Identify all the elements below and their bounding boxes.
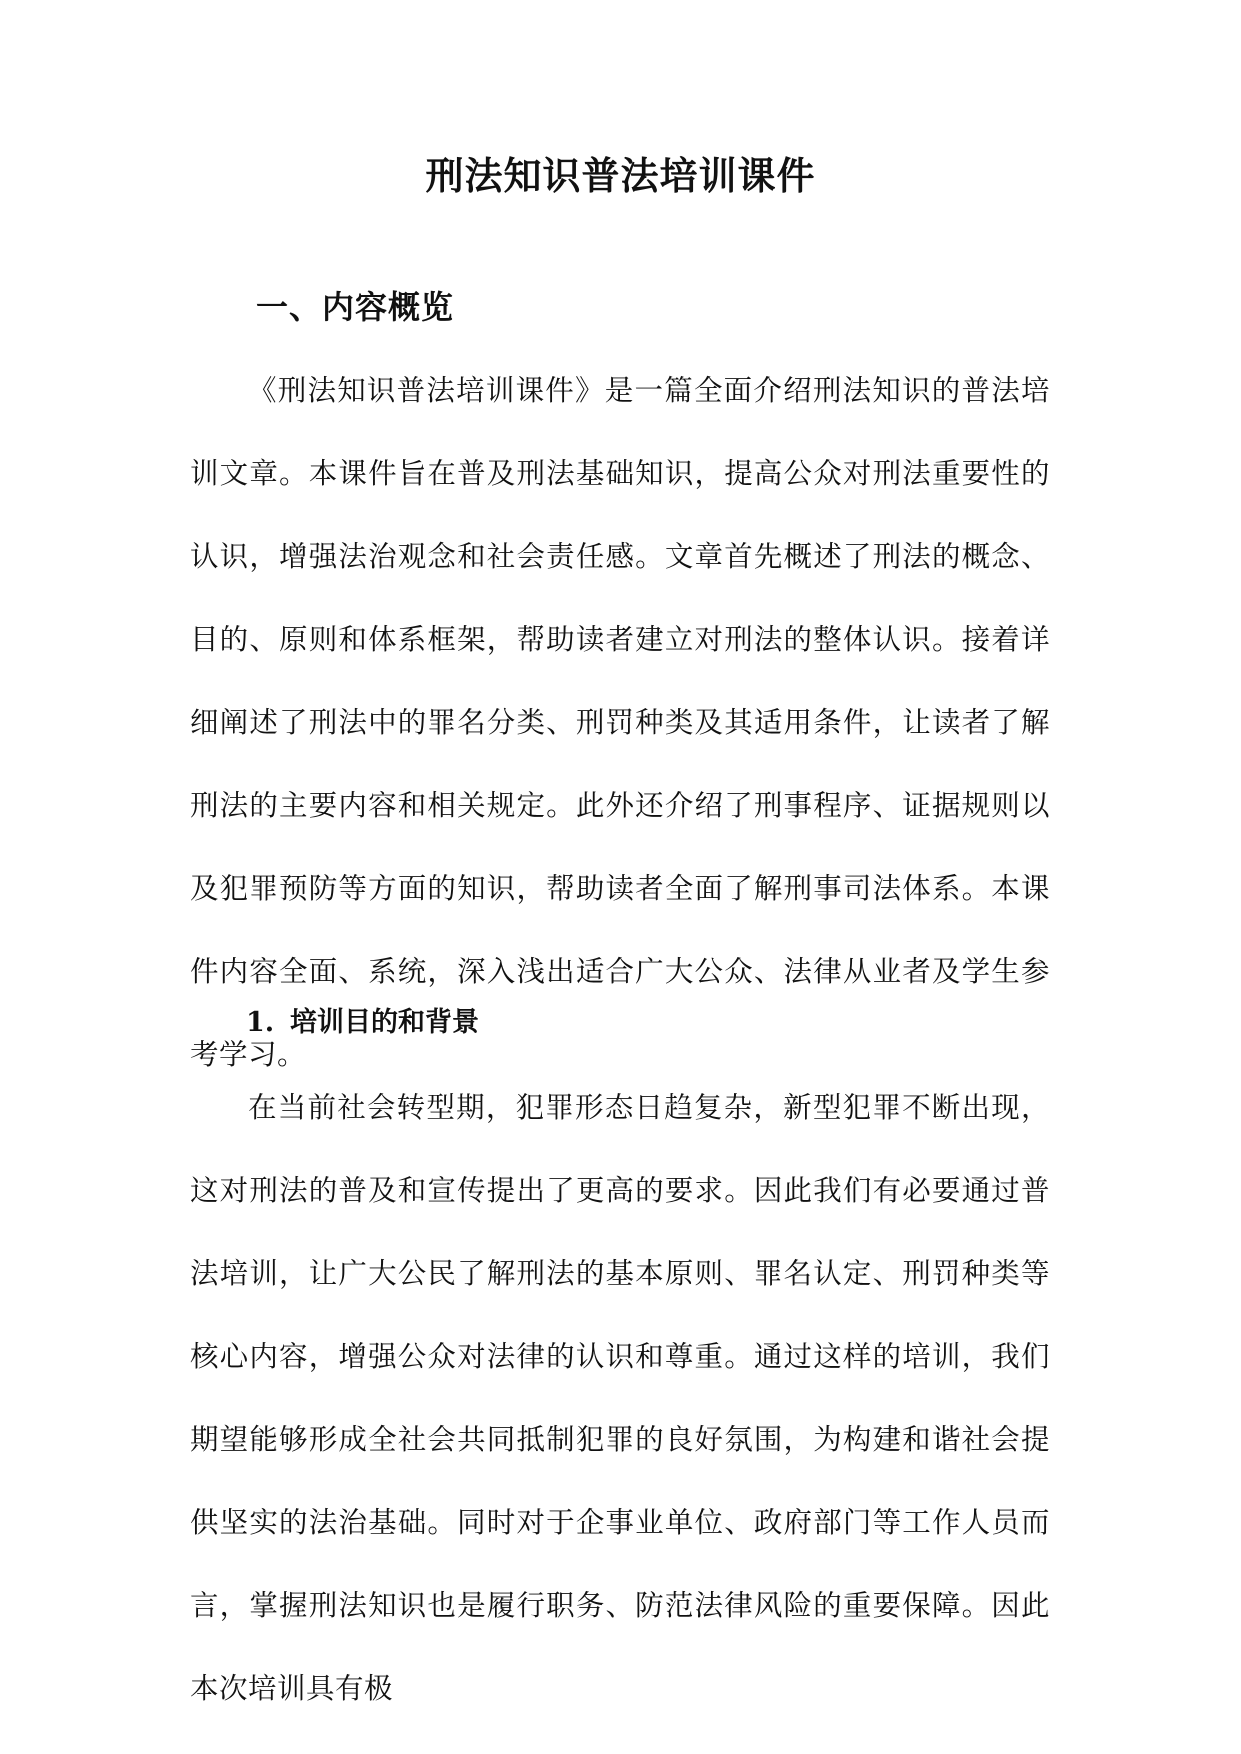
subsection-heading-purpose [246,1003,479,1043]
section-heading-overview: 一、内容概览 [256,288,455,326]
subsection-heading-text: 培训目的和背景 [290,1007,479,1038]
subsection-number: 1. [246,1007,275,1038]
purpose-paragraph: 在当前社会转型期，犯罪形态日趋复杂，新型犯罪不断出现，这对刑法的普及和宣传提出了更高的要求。因此我们有必要通过普法培训，让广大公民了解刑法的基本原则、罪名认定、刑罚种类等核心内容，增强公众对法律的认识和尊重。通过这样的培训，我们期望能够形成全社会共同抵制犯罪的良好氛围，为构建和谐社会提供坚实的法治基础。同时对于企事业单位、政府部门等工作人员而言，掌握刑法知识也是履行职务、防范法律风险的重要保障。因此本次培训具有极 [190,1091,1050,1705]
overview-paragraph: 《刑法知识普法培训课件》是一篇全面介绍刑法知识的普法培训文章。本课件旨在普及刑法基础知识，提高公众对刑法重要性的认识，增强法治观念和社会责任感。文章首先概述了刑法的概念、目的、原则和体系框架，帮助读者建立对刑法的整体认识。接着详细阐述了刑法中的罪名分类、刑罚种类及其适用条件，让读者了解刑法的主要内容和相关规定。此外还介绍了刑事程序、证据规则以及犯罪预防等方面的知识，帮助读者全面了解刑事司法体系。本课件内容全面、系统，深入浅出适合广大公众、法律从业者及学生参考学习。 [190,374,1050,1071]
document-title: 刑法知识普法培训课件 [425,153,816,198]
